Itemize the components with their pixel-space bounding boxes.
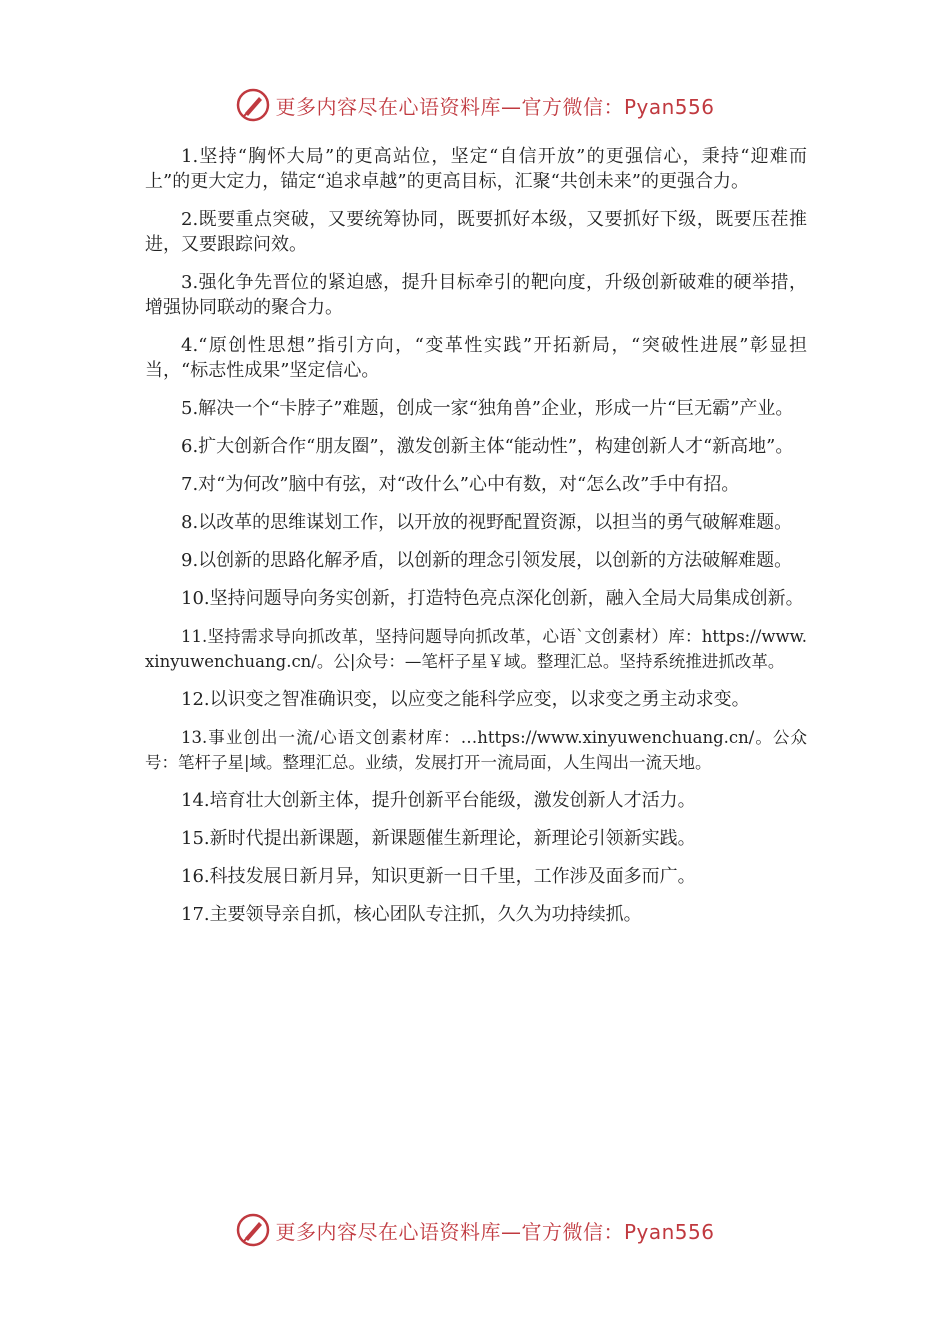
paragraph-11: 11.坚持需求导向抓改革，坚持问题导向抓改革，心语`文创素材）库：https://www.xinyuwenchuang.cn/。公|众号：—笔杆子星￥域。整理汇总。坚持系统推进抓改革。 [145, 627, 807, 671]
header-banner [0, 85, 950, 125]
pen-seal-icon [235, 1212, 271, 1248]
paragraph-9: 9.以创新的思路化解矛盾，以创新的理念引领发展，以创新的方法破解难题。 [181, 550, 793, 571]
paragraph-13: 13.事业创出一流/心语文创素材库：…https://www.xinyuwenchuang.cn/。公众号：笔杆子星|域。整理汇总。业绩，发展打开一流局面，人生闯出一流天地。 [145, 728, 807, 772]
banner-text: 更多内容尽在心语资料库—官方微信：Pyan556 [275, 1219, 715, 1244]
paragraph-5: 5.解决一个“卡脖子”难题，创成一家“独角兽”企业，形成一片“巨无霸”产业。 [181, 398, 794, 419]
paragraph-16: 16.科技发展日新月异，知识更新一日千里，工作涉及面多而广。 [181, 866, 696, 887]
paragraph-1: 1.坚持“胸怀大局”的更高站位，坚定“自信开放”的更强信心，秉持“迎难而上”的更大定力，锚定“追求卓越”的更高目标，汇聚“共创未来”的更强合力。 [145, 146, 807, 192]
banner-text: 更多内容尽在心语资料库—官方微信：Pyan556 [275, 94, 715, 119]
paragraph-3: 3.强化争先晋位的紧迫感，提升目标牵引的靶向度，升级创新破难的硬举措，增强协同联动的聚合力。 [145, 272, 807, 318]
footer-banner [0, 1210, 950, 1250]
paragraph-6: 6.扩大创新合作“朋友圈”，激发创新主体“能动性”，构建创新人才“新高地”。 [181, 436, 794, 457]
document-body [145, 144, 807, 940]
paragraph-17: 17.主要领导亲自抓，核心团队专注抓，久久为功持续抓。 [181, 904, 642, 925]
paragraph-4: 4.“原创性思想”指引方向，“变革性实践”开拓新局，“突破性进展”彰显担当，“标志性成果”坚定信心。 [145, 335, 807, 381]
paragraph-10: 10.坚持问题导向务实创新，打造特色亮点深化创新，融入全局大局集成创新。 [181, 588, 804, 609]
pen-seal-icon [235, 87, 271, 123]
paragraph-2: 2.既要重点突破，又要统筹协同，既要抓好本级，又要抓好下级，既要压茬推进，又要跟踪问效。 [145, 209, 807, 255]
paragraph-12: 12.以识变之智准确识变，以应变之能科学应变，以求变之勇主动求变。 [181, 689, 750, 710]
paragraph-7: 7.对“为何改”脑中有弦，对“改什么”心中有数，对“怎么改”手中有招。 [181, 474, 740, 495]
paragraph-14: 14.培育壮大创新主体，提升创新平台能级，激发创新人才活力。 [181, 790, 696, 811]
paragraph-8: 8.以改革的思维谋划工作，以开放的视野配置资源，以担当的勇气破解难题。 [181, 512, 793, 533]
paragraph-15: 15.新时代提出新课题，新课题催生新理论，新理论引领新实践。 [181, 828, 696, 849]
